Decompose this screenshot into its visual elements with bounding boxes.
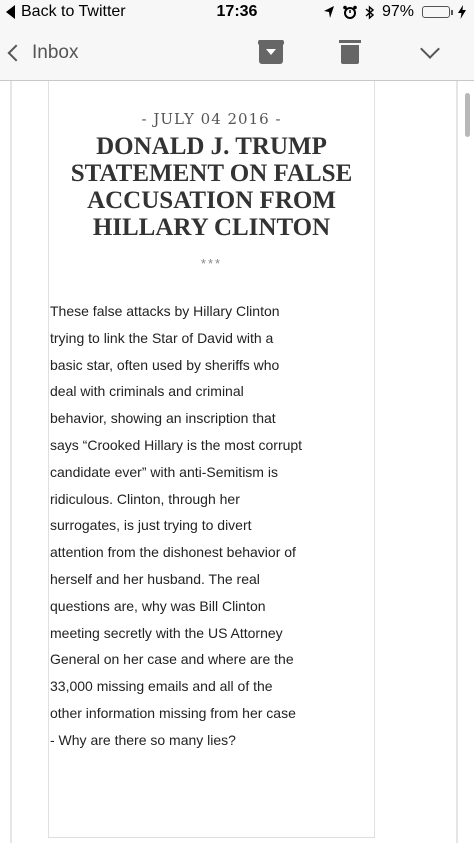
vertical-scrollbar[interactable]	[465, 93, 470, 137]
status-bar	[0, 0, 474, 26]
trash-can	[341, 45, 359, 64]
email-date: - JULY 04 2016 -	[141, 110, 282, 128]
body-line: herself and her husband. The real	[50, 570, 260, 587]
body-line: questions are, why was Bill Clinton	[50, 597, 266, 614]
charging-bolt-icon	[458, 5, 466, 19]
back-to-twitter-label: Back to Twitter	[21, 3, 126, 20]
body-line: meeting secretly with the US Attorney	[50, 624, 283, 641]
content-right-edge	[456, 81, 458, 843]
body-line: ridiculous. Clinton, through her	[50, 490, 240, 507]
title-line: DONALD J. TRUMP	[96, 133, 327, 160]
archive-icon[interactable]	[259, 40, 283, 64]
title-line: ACCUSATION FROM	[87, 187, 336, 214]
card-divider	[48, 837, 375, 838]
section-divider: ***	[200, 256, 223, 271]
inbox-back-button[interactable]	[10, 42, 78, 64]
location-arrow-icon	[323, 5, 335, 19]
inbox-label: Inbox	[32, 42, 79, 63]
body-line: surrogates, is just trying to divert	[50, 517, 252, 534]
chevron-left-icon	[8, 45, 25, 62]
trash-icon[interactable]	[341, 40, 359, 64]
body-line: - Why are there so many lies?	[50, 731, 236, 748]
body-line: 33,000 missing emails and all of the	[50, 678, 273, 695]
chevron-down-icon[interactable]	[420, 39, 440, 59]
title-line: HILLARY CLINTON	[92, 214, 331, 241]
battery-percent: 97%	[381, 3, 414, 20]
body-line: trying to link the Star of David with a	[50, 329, 274, 346]
body-line: behavior, showing an inscription that	[50, 410, 276, 427]
clock: 17:36	[216, 3, 258, 20]
body-line: deal with criminals and criminal	[50, 383, 244, 400]
content-left-edge	[10, 81, 12, 843]
body-line: General on her case and where are the	[50, 651, 294, 668]
body-line: attention from the dishonest behavior of	[50, 544, 296, 561]
status-icons	[323, 3, 466, 21]
body-line: These false attacks by Hillary Clinton	[50, 303, 280, 319]
alarm-icon	[343, 5, 357, 19]
battery-icon	[422, 6, 450, 18]
email-title	[52, 133, 371, 241]
title-line: STATEMENT ON FALSE	[70, 160, 353, 187]
bluetooth-icon	[365, 5, 374, 20]
trash-lid	[339, 40, 361, 43]
mail-toolbar	[0, 26, 474, 81]
body-line: says “Crooked Hillary is the most corrupt	[50, 436, 303, 453]
body-line: basic star, often used by sheriffs who	[50, 356, 280, 373]
body-line: other information missing from her case	[50, 704, 296, 721]
body-line: candidate ever” with anti-Semitism is	[50, 463, 278, 480]
email-body-text	[50, 298, 305, 754]
